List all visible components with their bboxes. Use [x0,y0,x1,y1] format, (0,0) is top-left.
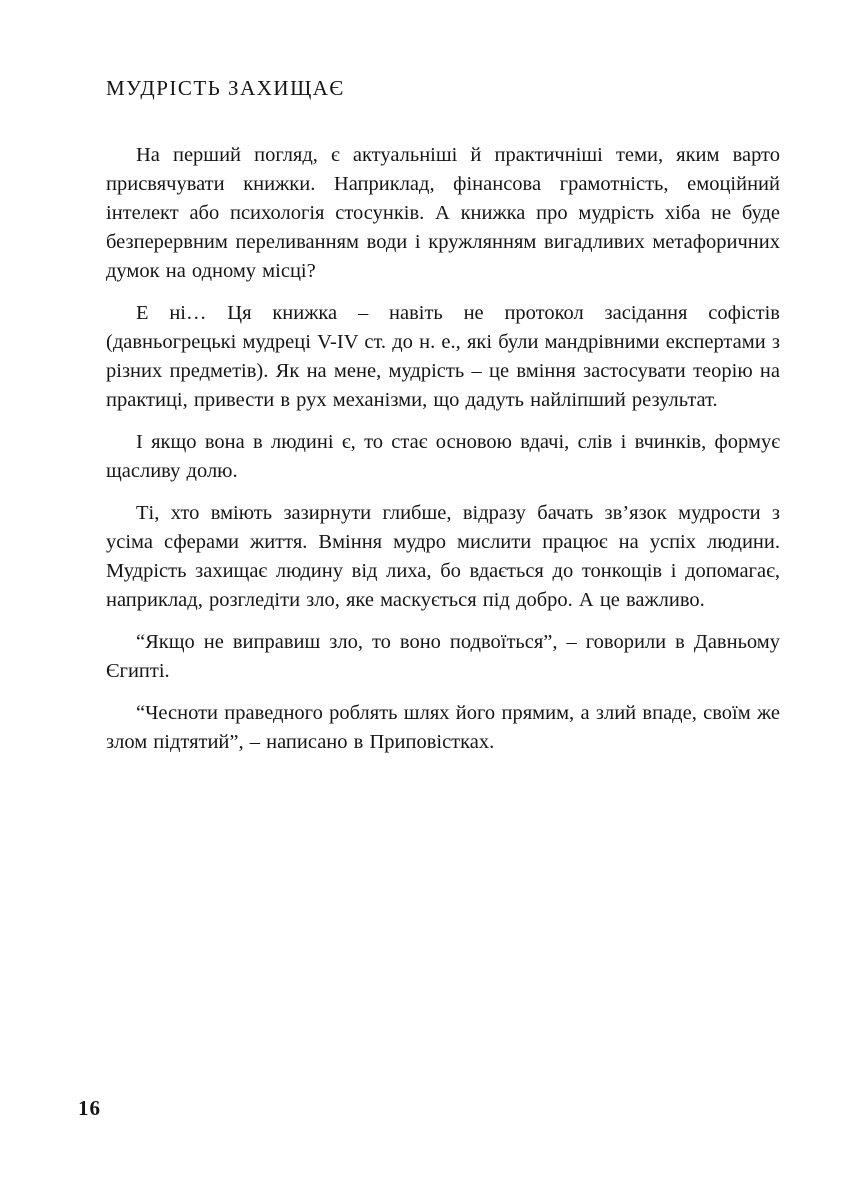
chapter-heading: МУДРІСТЬ ЗАХИЩАЄ [106,76,345,100]
page-content [106,76,780,770]
paragraph: “Якщо не виправиш зло, то воно подвоїться”, – говорили в Давньому Єгипті. [106,631,780,682]
paragraph: І якщо вона в людині є, то стає основою вдачі, слів і вчинків, формує щасливу долю. [106,431,780,482]
paragraph: Ті, хто вміють зазирнути глибше, відразу бачать зв’язок мудрости з усіма сферами життя. Вміння мудро мислити працює на успіх людини. Мудрість захищає людину від лиха, бо вдається до тонкощів і допомагає, наприклад, розгледіти зло, яке маскується під добро. А це важливо. [106,502,780,611]
body-text [106,141,780,757]
paragraph: “Чесноти праведного роблять шлях його прямим, а злий впаде, своїм же злом підтятий”, – написано в Приповістках. [106,702,780,753]
page-number: 16 [78,1096,101,1120]
paragraph: Е ні… Ця книжка – навіть не протокол засідання софістів (давньогрецькі мудреці V-IV ст. до н. е., які були мандрівними експертами з різних предметів). Як на мене, мудрість – це вміння застосувати теорію на практиці, привести в рух механізми, що дадуть найліпший результат. [106,302,780,411]
paragraph: На перший погляд, є актуальніші й практичніші теми, яким варто присвячувати книжки. Наприклад, фінансова грамотність, емоційний інтелект або психологія стосунків. А книжка про мудрість хіба не буде безперервним переливанням води і кружлянням вигадливих метафоричних думок на одному місці? [106,144,780,282]
